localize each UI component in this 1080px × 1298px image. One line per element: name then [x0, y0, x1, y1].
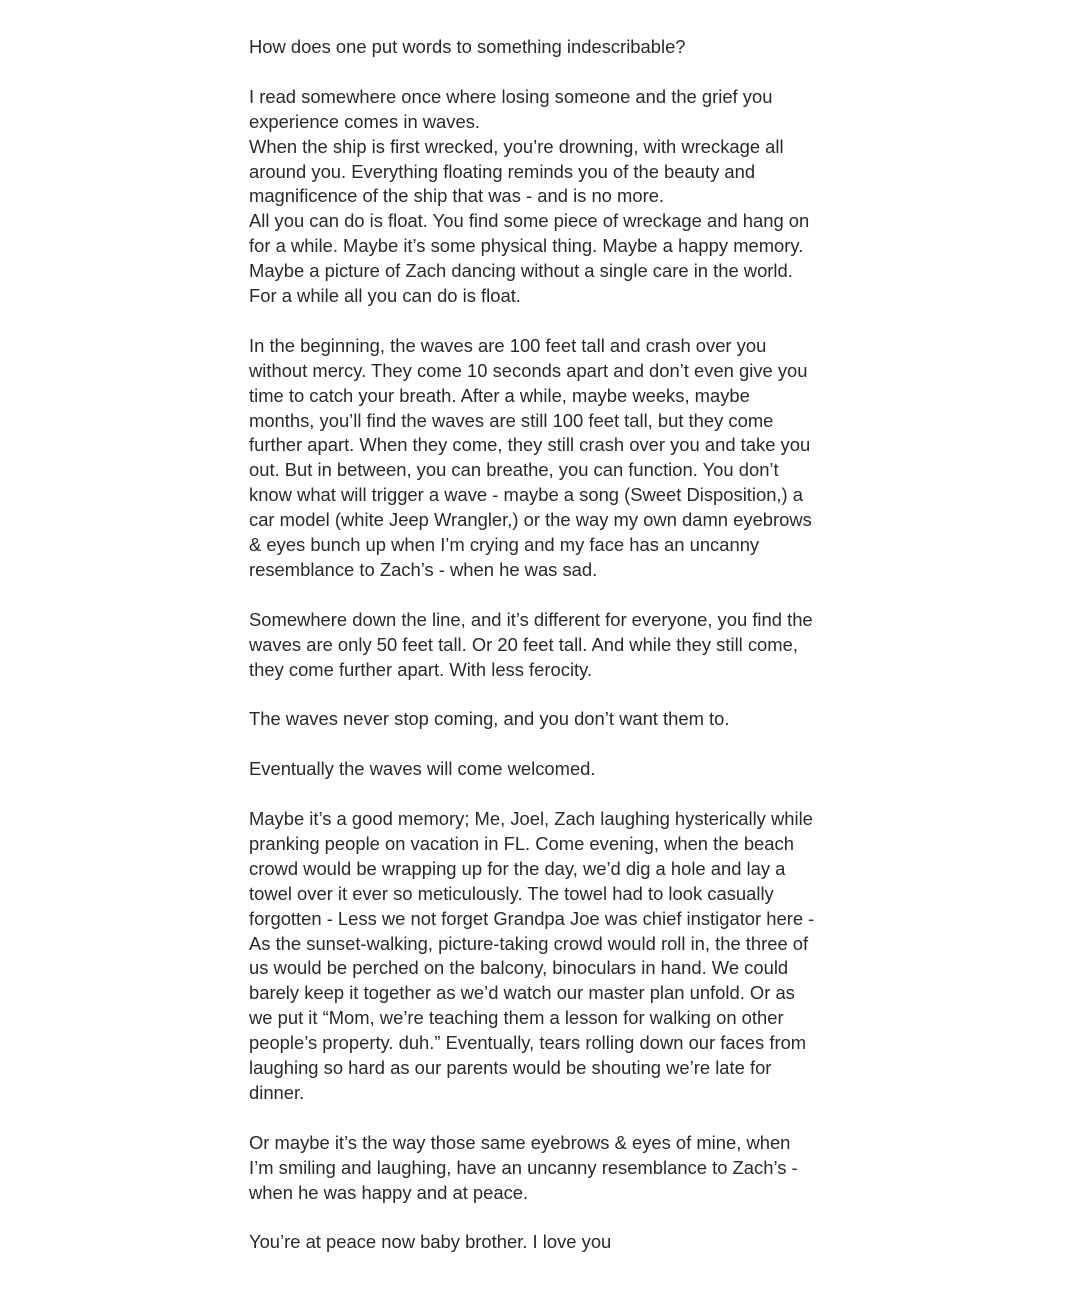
text-line: laughing so hard as our parents would be shouting we’re late for: [249, 1057, 772, 1079]
text-line: time to catch your breath. After a while, maybe weeks, maybe: [249, 384, 750, 406]
text-line: out. But in between, you can breathe, you can function. You don’t: [249, 459, 779, 481]
text-line: & eyes bunch up when I’m crying and my face has an uncanny: [249, 534, 760, 556]
text-line: In the beginning, the waves are 100 feet tall and crash over you: [249, 334, 767, 356]
text-line: forgotten - Less we not forget Grandpa Joe was chief instigator here -: [249, 907, 815, 929]
text-line: they come further apart. With less ferocity.: [249, 658, 593, 680]
text-line: barely keep it together as we’d watch our master plan unfold. Or as: [249, 982, 795, 1004]
text-line: without mercy. They come 10 seconds apart and don’t even give you: [249, 359, 808, 381]
document-body: [249, 35, 849, 1255]
paragraph-8: [249, 1131, 849, 1206]
text-line: further apart. When they come, they still crash over you and take you: [249, 434, 811, 456]
paragraph-1: [249, 35, 849, 60]
text-line: crowd would be wrapping up for the day, we’d dig a hole and lay a: [249, 857, 786, 879]
text-line: know what will trigger a wave - maybe a song (Sweet Disposition,) a: [249, 484, 803, 506]
text-line: All you can do is float. You find some piece of wreckage and hang on: [249, 210, 810, 232]
text-line: When the ship is first wrecked, you’re drowning, with wreckage all: [249, 135, 784, 157]
text-line: us would be perched on the balcony, binoculars in hand. We could: [249, 957, 789, 979]
text-line: Maybe it’s a good memory; Me, Joel, Zach laughing hysterically while: [249, 808, 813, 829]
text-line: for a while. Maybe it’s some physical thing. Maybe a happy memory.: [249, 235, 804, 257]
text-line: You’re at peace now baby brother. I love you: [249, 1231, 612, 1253]
paragraph-4: [249, 608, 849, 683]
text-line: Eventually the waves will come welcomed.: [249, 758, 596, 780]
text-line: people’s property. duh.” Eventually, tears rolling down our faces from: [249, 1032, 807, 1054]
text-line: As the sunset-walking, picture-taking crowd would roll in, the three of: [249, 932, 809, 954]
paragraph-6: [249, 757, 849, 782]
text-line: I’m smiling and laughing, have an uncanny resemblance to Zach’s -: [249, 1156, 798, 1178]
text-line: Somewhere down the line, and it’s different for everyone, you find the: [249, 608, 813, 630]
text-line: waves are only 50 feet tall. Or 20 feet tall. And while they still come,: [249, 633, 798, 655]
text-line: dinner.: [249, 1081, 305, 1103]
text-line: The waves never stop coming, and you don’t want them to.: [249, 708, 730, 730]
paragraph-5: [249, 707, 849, 732]
paragraph-9: [249, 1230, 849, 1255]
text-line: Or maybe it’s the way those same eyebrows & eyes of mine, when: [249, 1131, 791, 1153]
text-line: months, you’ll find the waves are still 100 feet tall, but they come: [249, 409, 774, 431]
paragraph-7: [249, 807, 849, 1106]
text-line: around you. Everything floating reminds you of the beauty and: [249, 160, 756, 182]
text-line: How does one put words to something indescribable?: [249, 36, 686, 57]
text-line: towel over it ever so meticulously. The towel had to look casually: [249, 882, 774, 904]
text-line: when he was happy and at peace.: [249, 1181, 529, 1203]
text-line: car model (white Jeep Wrangler,) or the way my own damn eyebrows: [249, 509, 812, 531]
text-line: Maybe a picture of Zach dancing without a single care in the world.: [249, 260, 793, 282]
text-line: resemblance to Zach’s - when he was sad.: [249, 559, 598, 580]
paragraph-2: [249, 85, 849, 309]
text-line: magnificence of the ship that was - and is no more.: [249, 185, 665, 207]
text-line: For a while all you can do is float.: [249, 285, 521, 307]
text-line: experience comes in waves.: [249, 110, 481, 132]
text-line: we put it “Mom, we’re teaching them a lesson for walking on other: [249, 1007, 784, 1029]
paragraph-3: [249, 334, 849, 583]
text-line: I read somewhere once where losing someone and the grief you: [249, 85, 773, 107]
text-line: pranking people on vacation in FL. Come evening, when the beach: [249, 832, 794, 854]
